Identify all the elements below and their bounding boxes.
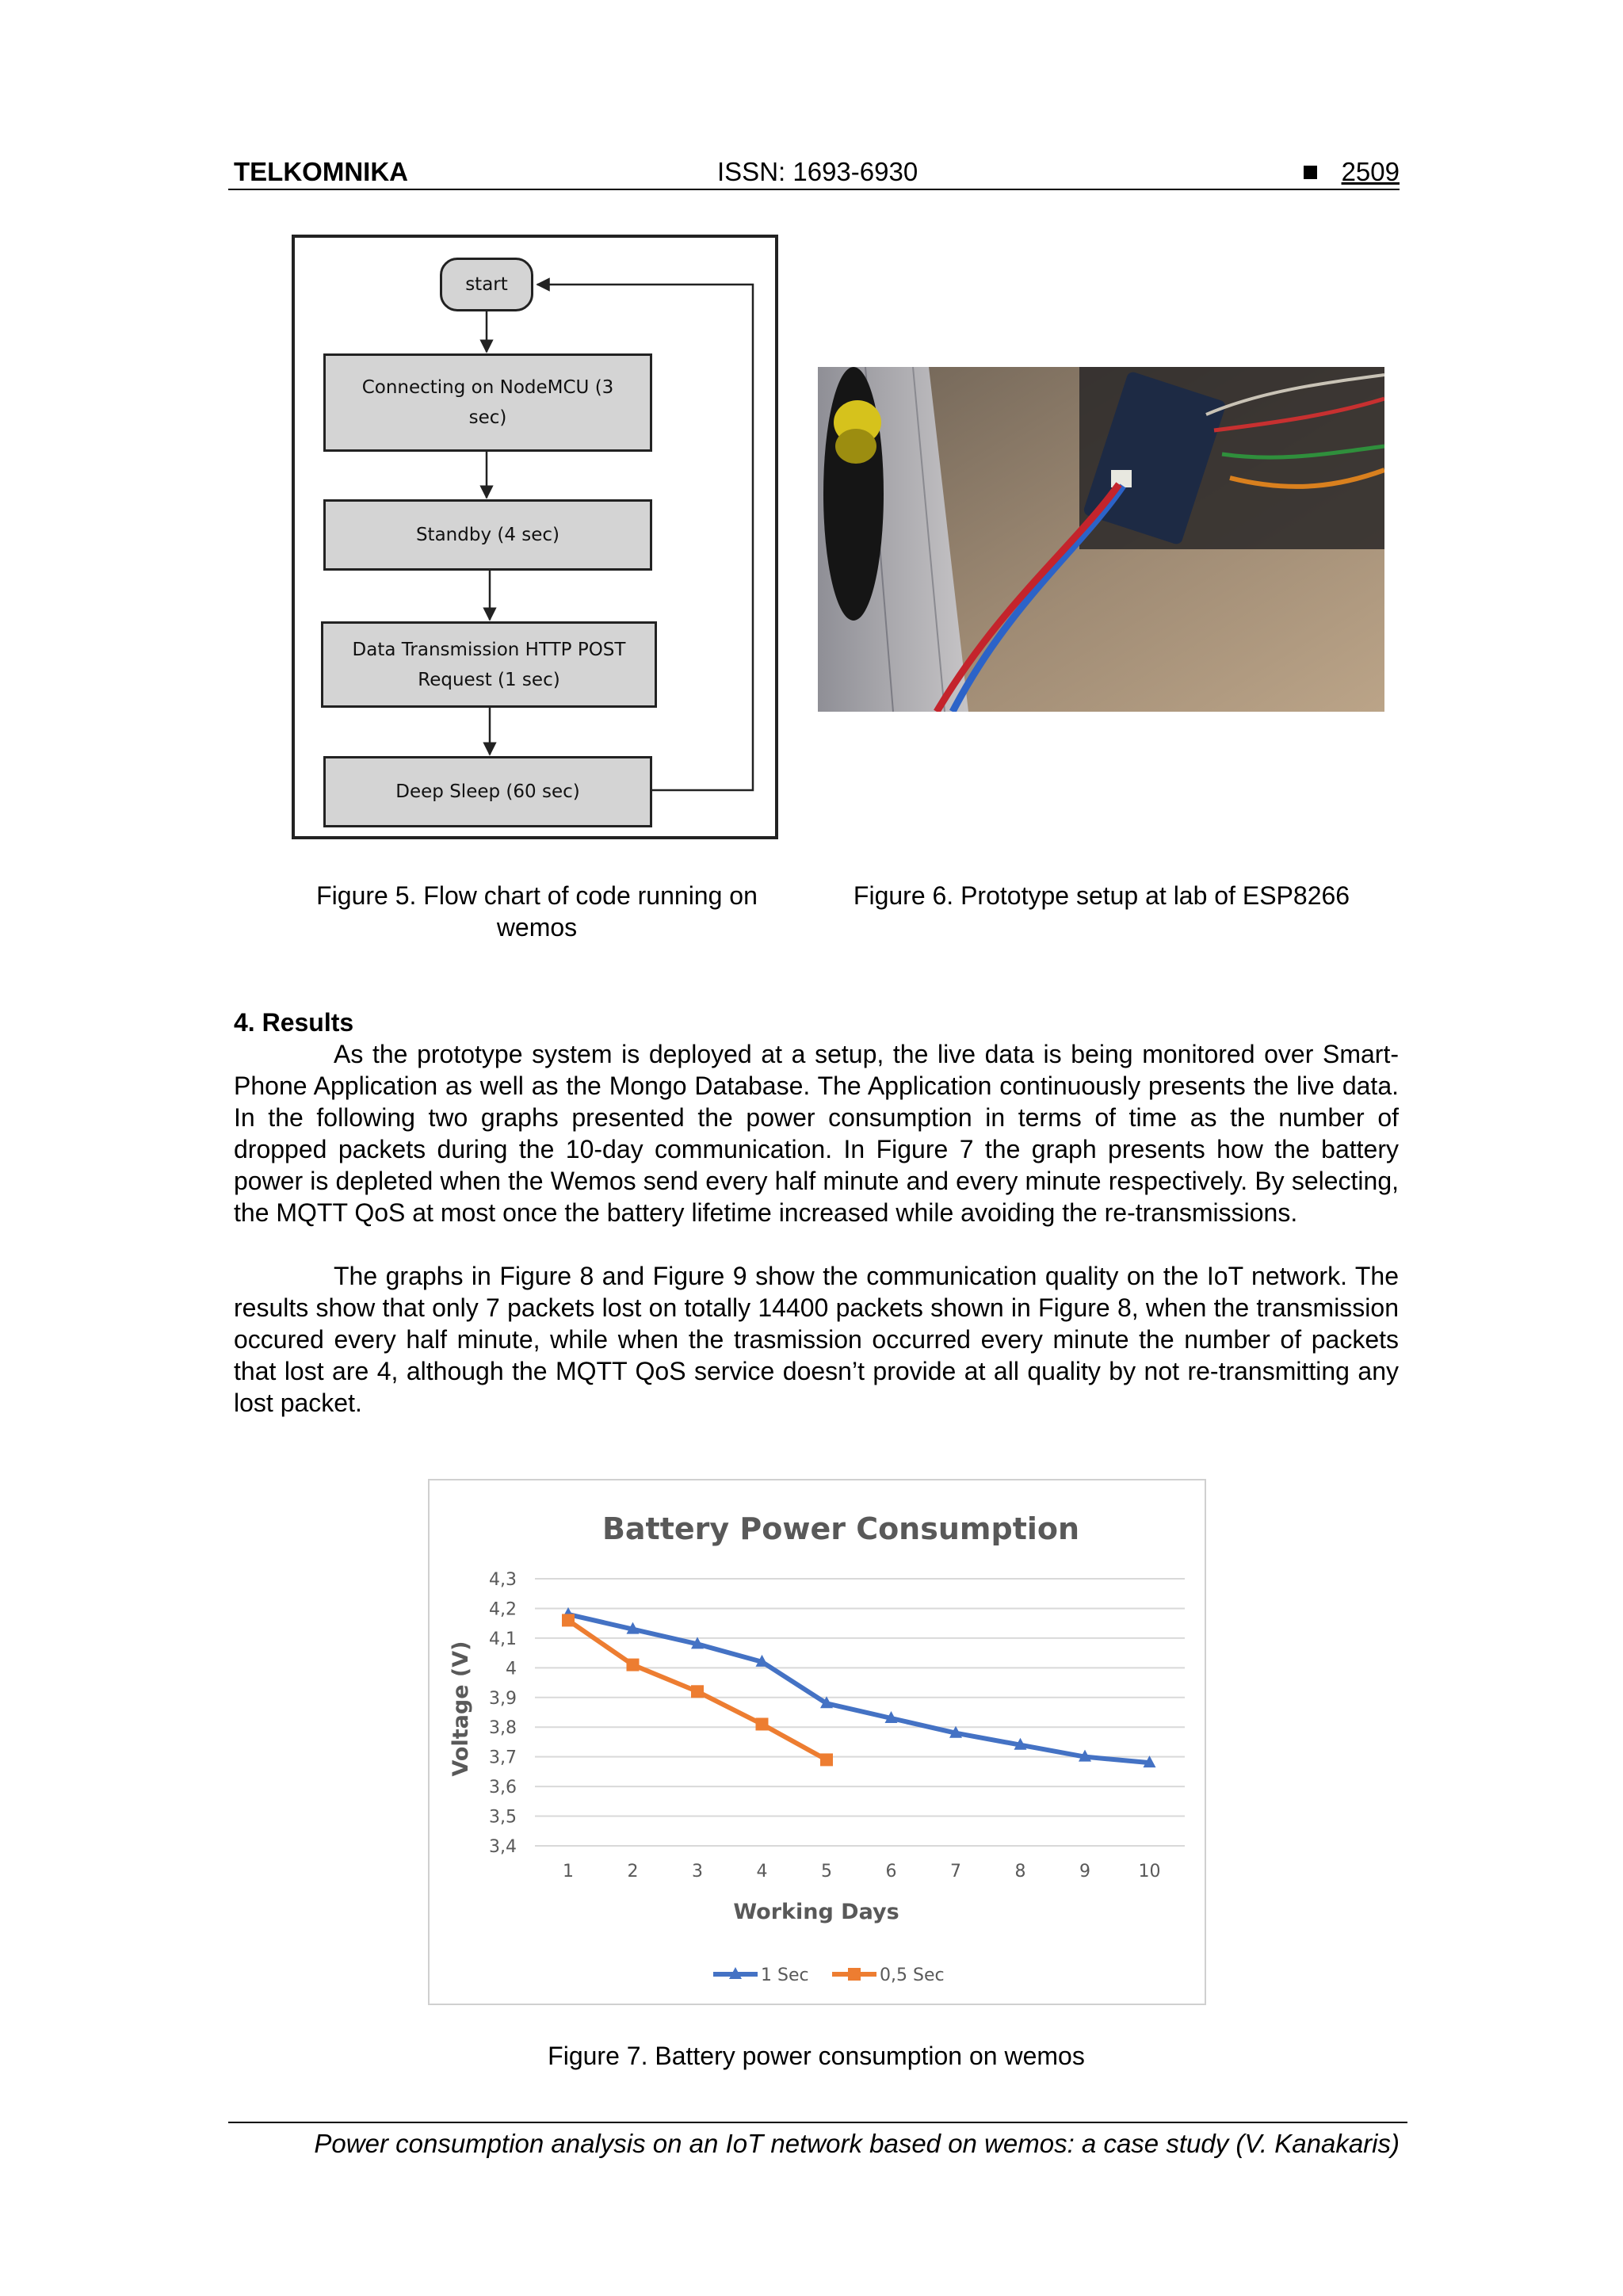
data-point [691,1685,704,1698]
x-tick-label: 10 [1138,1862,1161,1881]
x-tick-label: 8 [1014,1862,1026,1881]
step-text: sec) [468,407,507,428]
legend-label: 1 Sec [761,1966,809,1985]
data-point [820,1753,833,1766]
y-tick-label: 3,6 [489,1778,517,1798]
chart-title: Battery Power Consumption [601,1511,1080,1546]
x-tick-label: 7 [950,1862,961,1881]
y-tick-label: 4,3 [489,1570,517,1590]
data-point [562,1614,575,1626]
y-tick-label: 3,4 [489,1837,517,1857]
prototype-photo [818,367,1384,712]
x-axis-label: Working Days [733,1900,899,1924]
figure-5-caption: Figure 5. Flow chart of code running on wemos [316,881,758,942]
y-tick-labels [489,1570,517,1857]
x-tick-label: 6 [885,1862,897,1881]
y-tick-label: 3,9 [489,1688,517,1709]
footer-rule [228,2122,1407,2123]
flowchart-step-transmit [321,621,657,708]
y-tick-label: 4,1 [489,1629,517,1649]
x-tick-label: 4 [756,1862,768,1881]
figure-6-caption: Figure 6. Prototype setup at lab of ESP8266 [853,881,1350,910]
legend-label: 0,5 Sec [880,1966,945,1985]
y-tick-label: 4 [506,1659,517,1679]
x-tick-label: 3 [692,1862,703,1881]
flowchart-step-connect [323,353,652,452]
page-number: 2509 [1341,157,1400,186]
flowchart-step-standby [323,499,652,571]
series-line [568,1614,1150,1763]
step-text: Connecting on NodeMCU (3 [361,377,614,398]
x-tick-label: 5 [821,1862,832,1881]
flowchart-step-sleep [323,756,652,827]
chart-legend [713,1966,945,1985]
data-point [627,1659,640,1671]
paragraph: As the prototype system is deployed at a setup, the live data is being monitored over Smart-Phone Application as well as the Mongo Database. The Application continuously presents the live data. In the following two graphs presented the power consumption in terms of time as the number of dropped packets during the 10-day communication. In Figure 7 the graph presents how the battery power is depleted when the Wemos send every half minute and every minute respectively. By selecting, the MQTT QoS at most once the battery lifetime increased while avoiding the re-transmissions. [234,1040,1399,1227]
legend-marker [848,1968,861,1981]
step-text: Data Transmission HTTP POST [352,639,626,660]
step-text: Standby (4 sec) [415,525,560,545]
step-text: Request (1 sec) [418,669,560,690]
flowchart-start-label: start [465,274,508,295]
y-axis-label: Voltage (V) [449,1641,473,1777]
step-text: Deep Sleep (60 sec) [395,781,580,802]
y-tick-label: 3,8 [489,1718,517,1739]
y-tick-label: 3,7 [489,1748,517,1768]
x-tick-labels [563,1862,1161,1881]
battery-chart [428,1479,1206,2005]
figure-7-caption: Figure 7. Battery power consumption on wemos [548,2042,1085,2070]
journal-name: TELKOMNIKA [234,157,408,186]
y-tick-label: 4,2 [489,1599,517,1620]
x-tick-label: 1 [563,1862,574,1881]
paragraph: The graphs in Figure 8 and Figure 9 show the communication quality on the IoT network. The results show that only 7 packets lost on totally 14400 packets shown in Figure 8, when the transmission occured every half minute, while when the trasmission occurred every minute the number of packets that lost are 4, although the MQTT QoS service doesn’t provide at all quality by not re-transmitting any lost packet. [234,1262,1399,1417]
x-tick-label: 9 [1079,1862,1090,1881]
section-title: 4. Results [234,1008,354,1037]
x-tick-label: 2 [627,1862,639,1881]
y-tick-label: 3,5 [489,1807,517,1828]
data-point [756,1717,769,1730]
flowchart-start [440,258,533,311]
chart-series [562,1607,1156,1767]
footer-citation: Power consumption analysis on an IoT network based on wemos: a case study (V. Kanakaris) [314,2129,1400,2158]
issn: ISSN: 1693-6930 [717,157,918,186]
